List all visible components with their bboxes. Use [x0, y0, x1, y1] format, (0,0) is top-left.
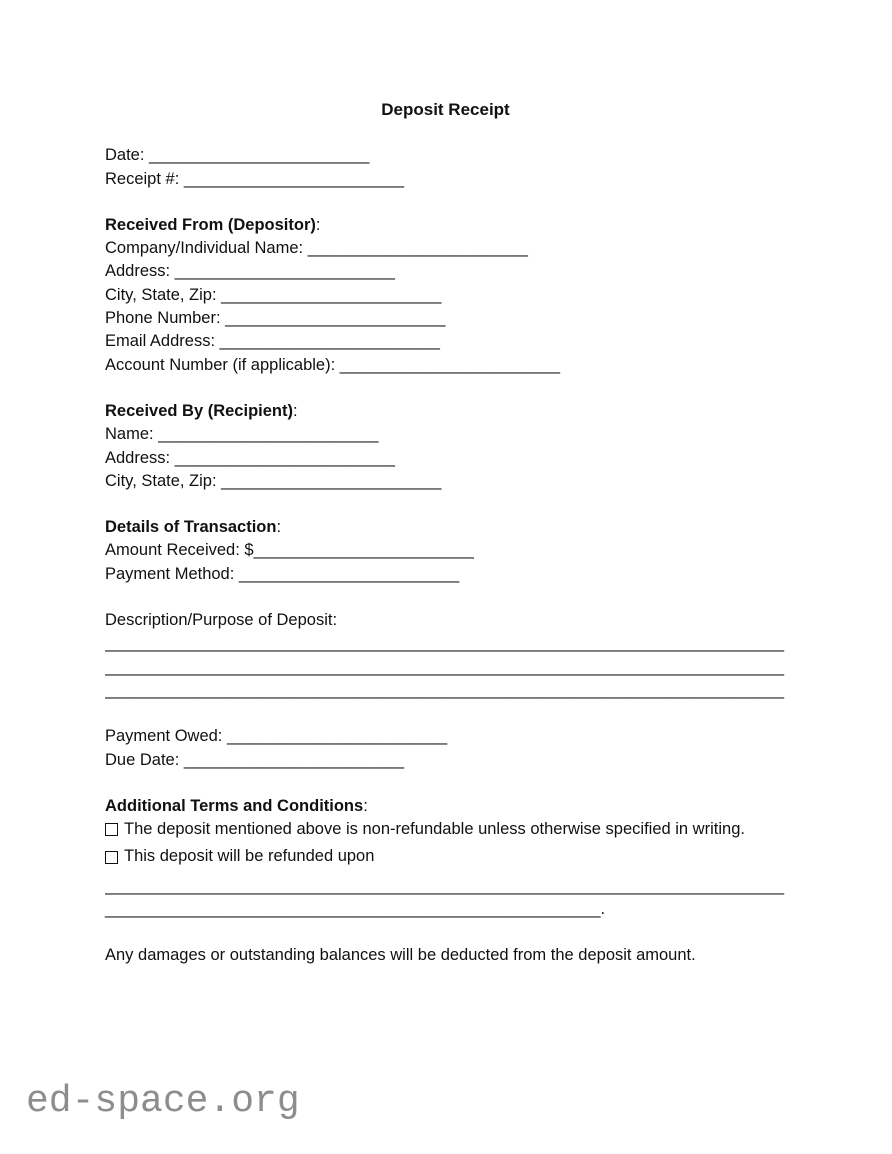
form-content: [105, 98, 786, 968]
description-blank-line-2: __________________________________________________________________________: [105, 657, 785, 676]
damages-note: Any damages or outstanding balances will be deducted from the deposit amount.: [105, 946, 696, 965]
received-from-heading-colon: :: [315, 215, 321, 234]
depositor-city-state-zip-blank-line: ________________________: [221, 285, 442, 304]
field-date: [105, 144, 786, 167]
field-account-number: [105, 354, 786, 377]
email-address-label: Email Address:: [105, 332, 220, 351]
company-name-blank-line: ________________________: [307, 239, 528, 258]
recipient-name-blank-line: ________________________: [158, 425, 379, 444]
terms-blank-line-2-row: [105, 898, 786, 921]
section-terms: [105, 795, 786, 968]
recipient-address-label: Address:: [105, 448, 175, 467]
terms-heading-colon: :: [363, 796, 368, 815]
receipt-number-blank-line: ________________________: [183, 169, 405, 188]
term-refunded-upon-row: [105, 845, 786, 868]
non-refundable-checkbox[interactable]: [105, 823, 118, 836]
field-recipient-city-state-zip: [105, 470, 786, 493]
terms-blank-line-1: __________________________________________________________________________: [105, 876, 785, 895]
phone-number-blank-line: ________________________: [225, 309, 446, 328]
field-recipient-address: [105, 447, 786, 470]
refunded-upon-checkbox[interactable]: [105, 851, 118, 864]
email-address-blank-line: ________________________: [219, 332, 440, 351]
watermark-ed-space-org: ed-space.org: [26, 1080, 300, 1123]
terms-heading: [105, 795, 786, 818]
depositor-city-state-zip-label: City, State, Zip:: [105, 285, 222, 304]
description-blank-line-1: __________________________________________________________________________: [105, 634, 785, 653]
transaction-heading-colon: :: [276, 518, 282, 537]
field-email-address: [105, 330, 786, 353]
payment-method-blank-line: ________________________: [238, 564, 460, 583]
terms-blank-line-2: ______________________________________________________: [105, 900, 601, 919]
payment-owed-blank-line: ________________________: [226, 727, 448, 746]
non-refundable-checkbox-label: The deposit mentioned above is non-refundable unless otherwise specified in writing.: [124, 820, 745, 839]
refunded-upon-checkbox-label: This deposit will be refunded upon: [124, 847, 375, 866]
terms-heading-text: Additional Terms and Conditions: [105, 796, 364, 815]
amount-received-blank-line: ________________________: [253, 541, 474, 560]
field-recipient-name: [105, 423, 786, 446]
section-received-from: [105, 214, 786, 377]
received-from-heading-text: Received From (Depositor): [105, 215, 316, 234]
recipient-address-blank-line: ________________________: [174, 448, 395, 467]
section-received-by: [105, 400, 786, 493]
due-date-blank-line: ________________________: [183, 750, 405, 769]
field-phone-number: [105, 307, 786, 330]
due-date-label: Due Date:: [105, 750, 184, 769]
recipient-city-state-zip-blank-line: ________________________: [221, 471, 442, 490]
field-receipt-number: [105, 168, 786, 191]
date-label: Date:: [105, 146, 150, 165]
company-name-label: Company/Individual Name:: [105, 239, 308, 258]
term-non-refundable-row: [105, 818, 786, 841]
field-amount-received: [105, 539, 786, 562]
received-by-heading: [105, 400, 786, 423]
received-from-heading: [105, 214, 786, 237]
field-payment-owed: [105, 725, 786, 748]
field-depositor-address: [105, 260, 786, 283]
transaction-heading: [105, 516, 786, 539]
payment-owed-label: Payment Owed:: [105, 727, 227, 746]
phone-number-label: Phone Number:: [105, 309, 226, 328]
received-by-heading-colon: :: [292, 401, 298, 420]
section-transaction-details: [105, 516, 786, 586]
depositor-address-blank-line: ________________________: [174, 262, 395, 281]
transaction-heading-text: Details of Transaction: [105, 518, 277, 537]
field-company-name: [105, 237, 786, 260]
field-depositor-city-state-zip: [105, 284, 786, 307]
amount-received-label: Amount Received: $: [105, 541, 254, 560]
account-number-label: Account Number (if applicable):: [105, 355, 340, 374]
received-by-heading-text: Received By (Recipient): [105, 401, 293, 420]
terms-line-2-period: .: [600, 900, 606, 919]
recipient-city-state-zip-label: City, State, Zip:: [105, 471, 222, 490]
recipient-name-label: Name:: [105, 425, 159, 444]
account-number-blank-line: ________________________: [339, 355, 561, 374]
field-due-date: [105, 749, 786, 772]
section-payment-owed: [105, 725, 786, 772]
depositor-address-label: Address:: [105, 262, 175, 281]
field-payment-method: [105, 563, 786, 586]
page-title: Deposit Receipt: [381, 100, 510, 119]
date-blank-line: ________________________: [149, 146, 370, 165]
description-blank-line-3: __________________________________________________________________________: [105, 680, 785, 699]
description-label: Description/Purpose of Deposit:: [105, 611, 338, 630]
receipt-number-label: Receipt #:: [105, 169, 184, 188]
payment-method-label: Payment Method:: [105, 564, 239, 583]
section-description: [105, 609, 786, 702]
